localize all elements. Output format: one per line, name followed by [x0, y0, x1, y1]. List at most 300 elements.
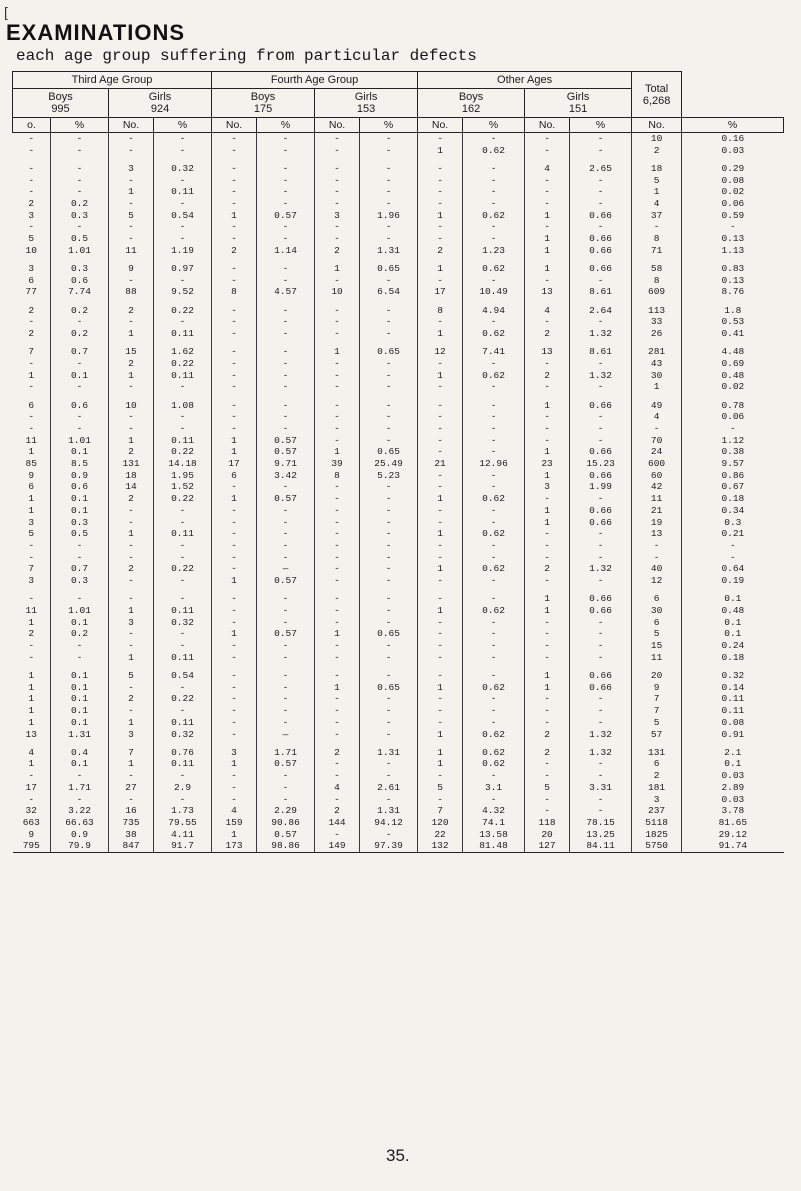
table-cell: - [418, 552, 463, 564]
table-cell: - [109, 575, 154, 587]
table-cell: 0.66 [570, 245, 632, 257]
table-cell: 0.2 [51, 305, 109, 317]
table-cell: - [360, 540, 418, 552]
table-row [13, 446, 784, 458]
table-cell: 9.57 [682, 458, 784, 470]
table-cell: - [418, 770, 463, 782]
table-cell: 8.61 [570, 346, 632, 358]
group-third-age: Third Age Group [13, 72, 212, 89]
table-cell: 0.53 [682, 316, 784, 328]
table-cell: - [28, 540, 35, 551]
table-cell: - [212, 198, 257, 210]
table-cell: 8 [418, 305, 463, 317]
table-row [13, 652, 784, 664]
table-cell: - [257, 682, 315, 694]
col-header: % [51, 118, 109, 133]
subgroup-fourth-boys [212, 89, 315, 118]
table-cell: 1 [525, 682, 570, 694]
table-cell: 12 [632, 575, 682, 587]
table-cell: 0.1 [51, 617, 109, 629]
table-cell: - [212, 316, 257, 328]
table-row [13, 758, 784, 770]
table-cell: 1 [28, 681, 35, 693]
table-cell: - [418, 470, 463, 482]
table-cell: 9 [28, 469, 35, 481]
table-cell: - [315, 552, 360, 564]
table-row [13, 829, 784, 841]
table-cell: 0.1 [51, 493, 109, 505]
table-cell: - [212, 517, 257, 529]
table-row [13, 198, 784, 210]
table-row [13, 782, 784, 794]
table-cell: 1 [418, 263, 463, 275]
table-cell: - [525, 381, 570, 393]
table-row [13, 458, 784, 470]
table-cell: 9 [632, 682, 682, 694]
table-cell: 1 [109, 328, 154, 340]
table-cell: - [360, 221, 418, 233]
table-cell: - [315, 794, 360, 806]
table-cell: - [315, 316, 360, 328]
table-cell: - [360, 133, 418, 145]
table-cell: - [463, 316, 525, 328]
table-cell: 1 [28, 705, 35, 717]
table-cell: - [570, 358, 632, 370]
table-cell: - [570, 693, 632, 705]
table-cell: 1.13 [682, 245, 784, 257]
table-cell: - [51, 552, 109, 564]
table-cell: - [315, 233, 360, 245]
table-cell: 1 [315, 346, 360, 358]
table-cell: - [109, 682, 154, 694]
table-cell: 1.52 [154, 481, 212, 493]
table-cell: - [315, 705, 360, 717]
table-cell: - [463, 400, 525, 412]
table-cell: - [570, 705, 632, 717]
table-cell: - [315, 358, 360, 370]
table-cell: - [525, 493, 570, 505]
table-cell: 9.71 [257, 458, 315, 470]
subgroup-count: 153 [356, 103, 376, 115]
table-cell: - [360, 145, 418, 157]
table-cell: 1 [525, 470, 570, 482]
table-cell: - [525, 186, 570, 198]
table-cell: - [463, 617, 525, 629]
table-cell: 0.7 [51, 346, 109, 358]
subgroup-count: 924 [150, 103, 170, 115]
table-cell: - [109, 381, 154, 393]
table-cell: 0.38 [682, 446, 784, 458]
table-cell: 8 [315, 470, 360, 482]
table-cell: - [525, 275, 570, 287]
table-cell: 1 [525, 263, 570, 275]
table-cell: - [463, 446, 525, 458]
table-cell: - [360, 316, 418, 328]
table-cell: - [463, 435, 525, 447]
table-cell: 1 [418, 747, 463, 759]
table-cell: - [315, 575, 360, 587]
table-cell: - [257, 145, 315, 157]
table-row [13, 400, 784, 412]
table-cell: - [570, 381, 632, 393]
table-cell: - [463, 717, 525, 729]
table-cell: - [418, 481, 463, 493]
table-cell: 0.11 [682, 693, 784, 705]
table-cell: - [525, 540, 570, 552]
table-cell: - [418, 316, 463, 328]
table-cell: - [109, 593, 154, 605]
table-cell: 0.29 [682, 163, 784, 175]
table-cell: - [212, 605, 257, 617]
table-cell: - [418, 186, 463, 198]
table-cell: - [315, 435, 360, 447]
table-cell: 91.7 [154, 840, 212, 852]
table-cell: - [212, 794, 257, 806]
table-cell: - [418, 670, 463, 682]
table-cell: 4 [28, 746, 35, 758]
table-cell: - [212, 552, 257, 564]
table-cell: - [109, 233, 154, 245]
table-cell: 2 [28, 198, 35, 210]
table-cell: 0.6 [51, 400, 109, 412]
table-cell: 0.11 [154, 528, 212, 540]
table-cell: 1.14 [257, 245, 315, 257]
table-cell: - [463, 670, 525, 682]
table-cell: 14.18 [154, 458, 212, 470]
table-cell: 2.9 [154, 782, 212, 794]
table-cell: - [682, 540, 784, 552]
table-cell: - [28, 651, 35, 663]
table-cell: 1 [28, 693, 35, 705]
table-cell: - [51, 640, 109, 652]
subgroup-fourth-girls [315, 89, 418, 118]
table-row [13, 493, 784, 505]
table-cell: 49 [632, 400, 682, 412]
table-cell: - [570, 552, 632, 564]
table-cell: 1.01 [51, 605, 109, 617]
table-cell: 0.66 [570, 682, 632, 694]
table-cell: - [154, 705, 212, 717]
table-cell: - [632, 221, 682, 233]
col-header: % [154, 118, 212, 133]
table-cell: - [315, 693, 360, 705]
table-cell: - [154, 593, 212, 605]
table-cell: 0.66 [570, 505, 632, 517]
table-cell: 1 [525, 446, 570, 458]
table-cell: — [257, 729, 315, 741]
subgroup-label: Girls [354, 91, 378, 103]
table-cell: - [315, 305, 360, 317]
table-cell: - [360, 670, 418, 682]
table-cell: - [360, 381, 418, 393]
table-cell: - [212, 505, 257, 517]
table-cell: - [212, 163, 257, 175]
table-cell: 1 [109, 652, 154, 664]
table-cell: 1 [28, 716, 35, 728]
table-cell: - [28, 174, 35, 186]
table-cell: 1 [109, 758, 154, 770]
table-row [13, 275, 784, 287]
table-cell: 1.19 [154, 245, 212, 257]
table-cell: - [463, 186, 525, 198]
table-cell: - [360, 575, 418, 587]
table-cell: - [360, 186, 418, 198]
table-cell: 4.32 [463, 805, 525, 817]
table-cell: 3 [212, 747, 257, 759]
table-cell: 2.61 [360, 782, 418, 794]
table-cell: - [109, 316, 154, 328]
table-cell: 1 [632, 381, 682, 393]
table-cell: 1 [525, 233, 570, 245]
table-row [13, 133, 784, 145]
table-cell: 1.31 [360, 747, 418, 759]
table-cell: - [51, 423, 109, 435]
table-cell: 90.86 [257, 817, 315, 829]
table-cell: 6 [28, 274, 35, 286]
table-cell: - [315, 729, 360, 741]
table-cell: 0.97 [154, 263, 212, 275]
table-cell: 3.1 [463, 782, 525, 794]
table-cell: - [212, 381, 257, 393]
table-row [13, 794, 784, 806]
group-fourth-age: Fourth Age Group [212, 72, 418, 89]
table-cell: - [360, 423, 418, 435]
table-cell: 0.57 [257, 210, 315, 222]
table-row [13, 435, 784, 447]
table-cell: 1.01 [51, 245, 109, 257]
table-cell: 0.91 [682, 729, 784, 741]
table-cell: - [418, 446, 463, 458]
table-cell: 1 [525, 605, 570, 617]
table-cell: - [463, 693, 525, 705]
table-cell: - [51, 652, 109, 664]
table-cell: - [418, 400, 463, 412]
table-cell: - [525, 528, 570, 540]
table-cell: - [212, 617, 257, 629]
table-row [13, 163, 784, 175]
table-cell: 0.11 [154, 435, 212, 447]
table-cell: - [28, 593, 35, 605]
table-cell: 132 [418, 840, 463, 852]
table-cell: 11 [25, 434, 37, 446]
table-cell: - [315, 186, 360, 198]
table-cell: - [212, 133, 257, 145]
table-cell: - [212, 263, 257, 275]
table-cell: 0.1 [51, 370, 109, 382]
table-cell: 1.32 [570, 563, 632, 575]
table-cell: 0.62 [463, 605, 525, 617]
table-row [13, 575, 784, 587]
table-cell: - [28, 133, 35, 144]
table-cell: - [315, 411, 360, 423]
table-cell: - [109, 540, 154, 552]
table-cell: 0.62 [463, 493, 525, 505]
table-cell: - [418, 617, 463, 629]
table-cell: - [632, 540, 682, 552]
table-cell: - [212, 186, 257, 198]
table-cell: 1.32 [570, 328, 632, 340]
table-cell: - [257, 717, 315, 729]
table-cell: - [257, 316, 315, 328]
table-cell: - [418, 423, 463, 435]
table-cell: 795 [13, 840, 51, 852]
col-header: % [257, 118, 315, 133]
table-cell: 127 [525, 840, 570, 852]
table-cell: 11 [632, 652, 682, 664]
table-cell: 77 [25, 286, 37, 298]
table-cell: - [257, 770, 315, 782]
table-cell: - [315, 381, 360, 393]
table-cell: - [360, 411, 418, 423]
table-cell: 4.11 [154, 829, 212, 841]
table-cell: - [212, 233, 257, 245]
table-cell: 0.32 [154, 729, 212, 741]
table-cell: 1 [315, 628, 360, 640]
table-cell: 0.1 [682, 758, 784, 770]
table-cell: 1 [109, 605, 154, 617]
table-cell: 0.13 [682, 233, 784, 245]
table-cell: - [154, 628, 212, 640]
table-cell: 2.64 [570, 305, 632, 317]
table-cell: 0.1 [51, 682, 109, 694]
table-cell: - [682, 552, 784, 564]
table-cell: - [315, 652, 360, 664]
table-cell: - [418, 221, 463, 233]
table-cell: - [257, 275, 315, 287]
table-cell: - [418, 505, 463, 517]
table-cell: 1 [109, 370, 154, 382]
table-cell: 14 [109, 481, 154, 493]
table-cell: 66.63 [51, 817, 109, 829]
table-cell: - [360, 729, 418, 741]
table-cell: 0.13 [682, 275, 784, 287]
table-cell: 0.5 [51, 233, 109, 245]
table-subheading: each age group suffering from particular defects [16, 47, 477, 65]
table-cell: - [212, 370, 257, 382]
table-cell: 1 [212, 210, 257, 222]
table-cell: 2.89 [682, 782, 784, 794]
table-cell: - [360, 770, 418, 782]
table-cell: 0.62 [463, 758, 525, 770]
table-cell: - [257, 358, 315, 370]
table-cell: - [28, 316, 35, 328]
table-cell: 6 [632, 758, 682, 770]
table-cell: - [418, 593, 463, 605]
table-cell: 12 [418, 346, 463, 358]
table-cell: - [154, 233, 212, 245]
table-cell: - [51, 145, 109, 157]
table-cell: 1 [418, 605, 463, 617]
table-cell: - [525, 423, 570, 435]
table-cell: - [51, 163, 109, 175]
table-cell: 33 [632, 316, 682, 328]
table-cell: - [51, 186, 109, 198]
table-row [13, 411, 784, 423]
table-cell: - [109, 175, 154, 187]
table-cell: - [463, 652, 525, 664]
table-cell: 38 [109, 829, 154, 841]
table-cell: 1 [315, 263, 360, 275]
table-cell: - [257, 305, 315, 317]
table-cell: - [257, 693, 315, 705]
table-cell: 0.1 [51, 693, 109, 705]
table-cell: 2 [212, 245, 257, 257]
table-cell: - [463, 505, 525, 517]
table-cell: 0.1 [682, 617, 784, 629]
table-row [13, 316, 784, 328]
table-cell: 1 [109, 186, 154, 198]
subgroup-count: 162 [461, 103, 481, 115]
table-cell: - [360, 693, 418, 705]
table-cell: - [463, 794, 525, 806]
subgroup-count: 995 [51, 103, 70, 115]
table-cell: 663 [22, 816, 40, 828]
table-cell: 79.9 [51, 840, 109, 852]
table-cell: - [418, 705, 463, 717]
table-cell: 1.8 [682, 305, 784, 317]
table-row [13, 517, 784, 529]
table-cell: - [463, 540, 525, 552]
table-cell: - [109, 133, 154, 145]
table-cell: 0.57 [257, 829, 315, 841]
table-cell: - [463, 411, 525, 423]
table-cell: 0.11 [154, 758, 212, 770]
col-header: o. [13, 118, 51, 133]
table-cell: 4.94 [463, 305, 525, 317]
table-cell: 0.22 [154, 693, 212, 705]
table-cell: - [51, 411, 109, 423]
table-cell: 0.4 [51, 747, 109, 759]
table-cell: 7 [28, 346, 35, 358]
table-cell: 13 [25, 728, 37, 740]
table-cell: - [360, 517, 418, 529]
table-row [13, 358, 784, 370]
table-cell: - [570, 794, 632, 806]
table-row [13, 563, 784, 575]
table-cell: - [360, 794, 418, 806]
table-cell: - [570, 805, 632, 817]
table-cell: - [463, 770, 525, 782]
table-cell: 57 [632, 729, 682, 741]
table-cell: 0.14 [682, 682, 784, 694]
table-cell: 2 [28, 304, 35, 316]
table-cell: - [109, 628, 154, 640]
table-cell: 0.32 [154, 617, 212, 629]
table-cell: 10 [109, 400, 154, 412]
table-cell: - [570, 198, 632, 210]
table-cell: - [418, 717, 463, 729]
table-cell: 120 [418, 817, 463, 829]
table-cell: - [109, 770, 154, 782]
table-cell: - [315, 328, 360, 340]
table-cell: 2 [28, 628, 35, 640]
table-cell: 1 [28, 369, 35, 381]
table-cell: - [360, 275, 418, 287]
table-cell: - [28, 221, 35, 233]
table-cell: 0.9 [51, 829, 109, 841]
col-header: No. [109, 118, 154, 133]
corner-mark: [ [4, 4, 8, 20]
table-cell: - [109, 552, 154, 564]
table-cell: - [257, 640, 315, 652]
table-cell: - [418, 540, 463, 552]
table-cell: - [315, 493, 360, 505]
col-header: % [570, 118, 632, 133]
table-cell: 118 [525, 817, 570, 829]
table-cell: 60 [632, 470, 682, 482]
table-cell: - [212, 540, 257, 552]
table-cell: - [360, 829, 418, 841]
